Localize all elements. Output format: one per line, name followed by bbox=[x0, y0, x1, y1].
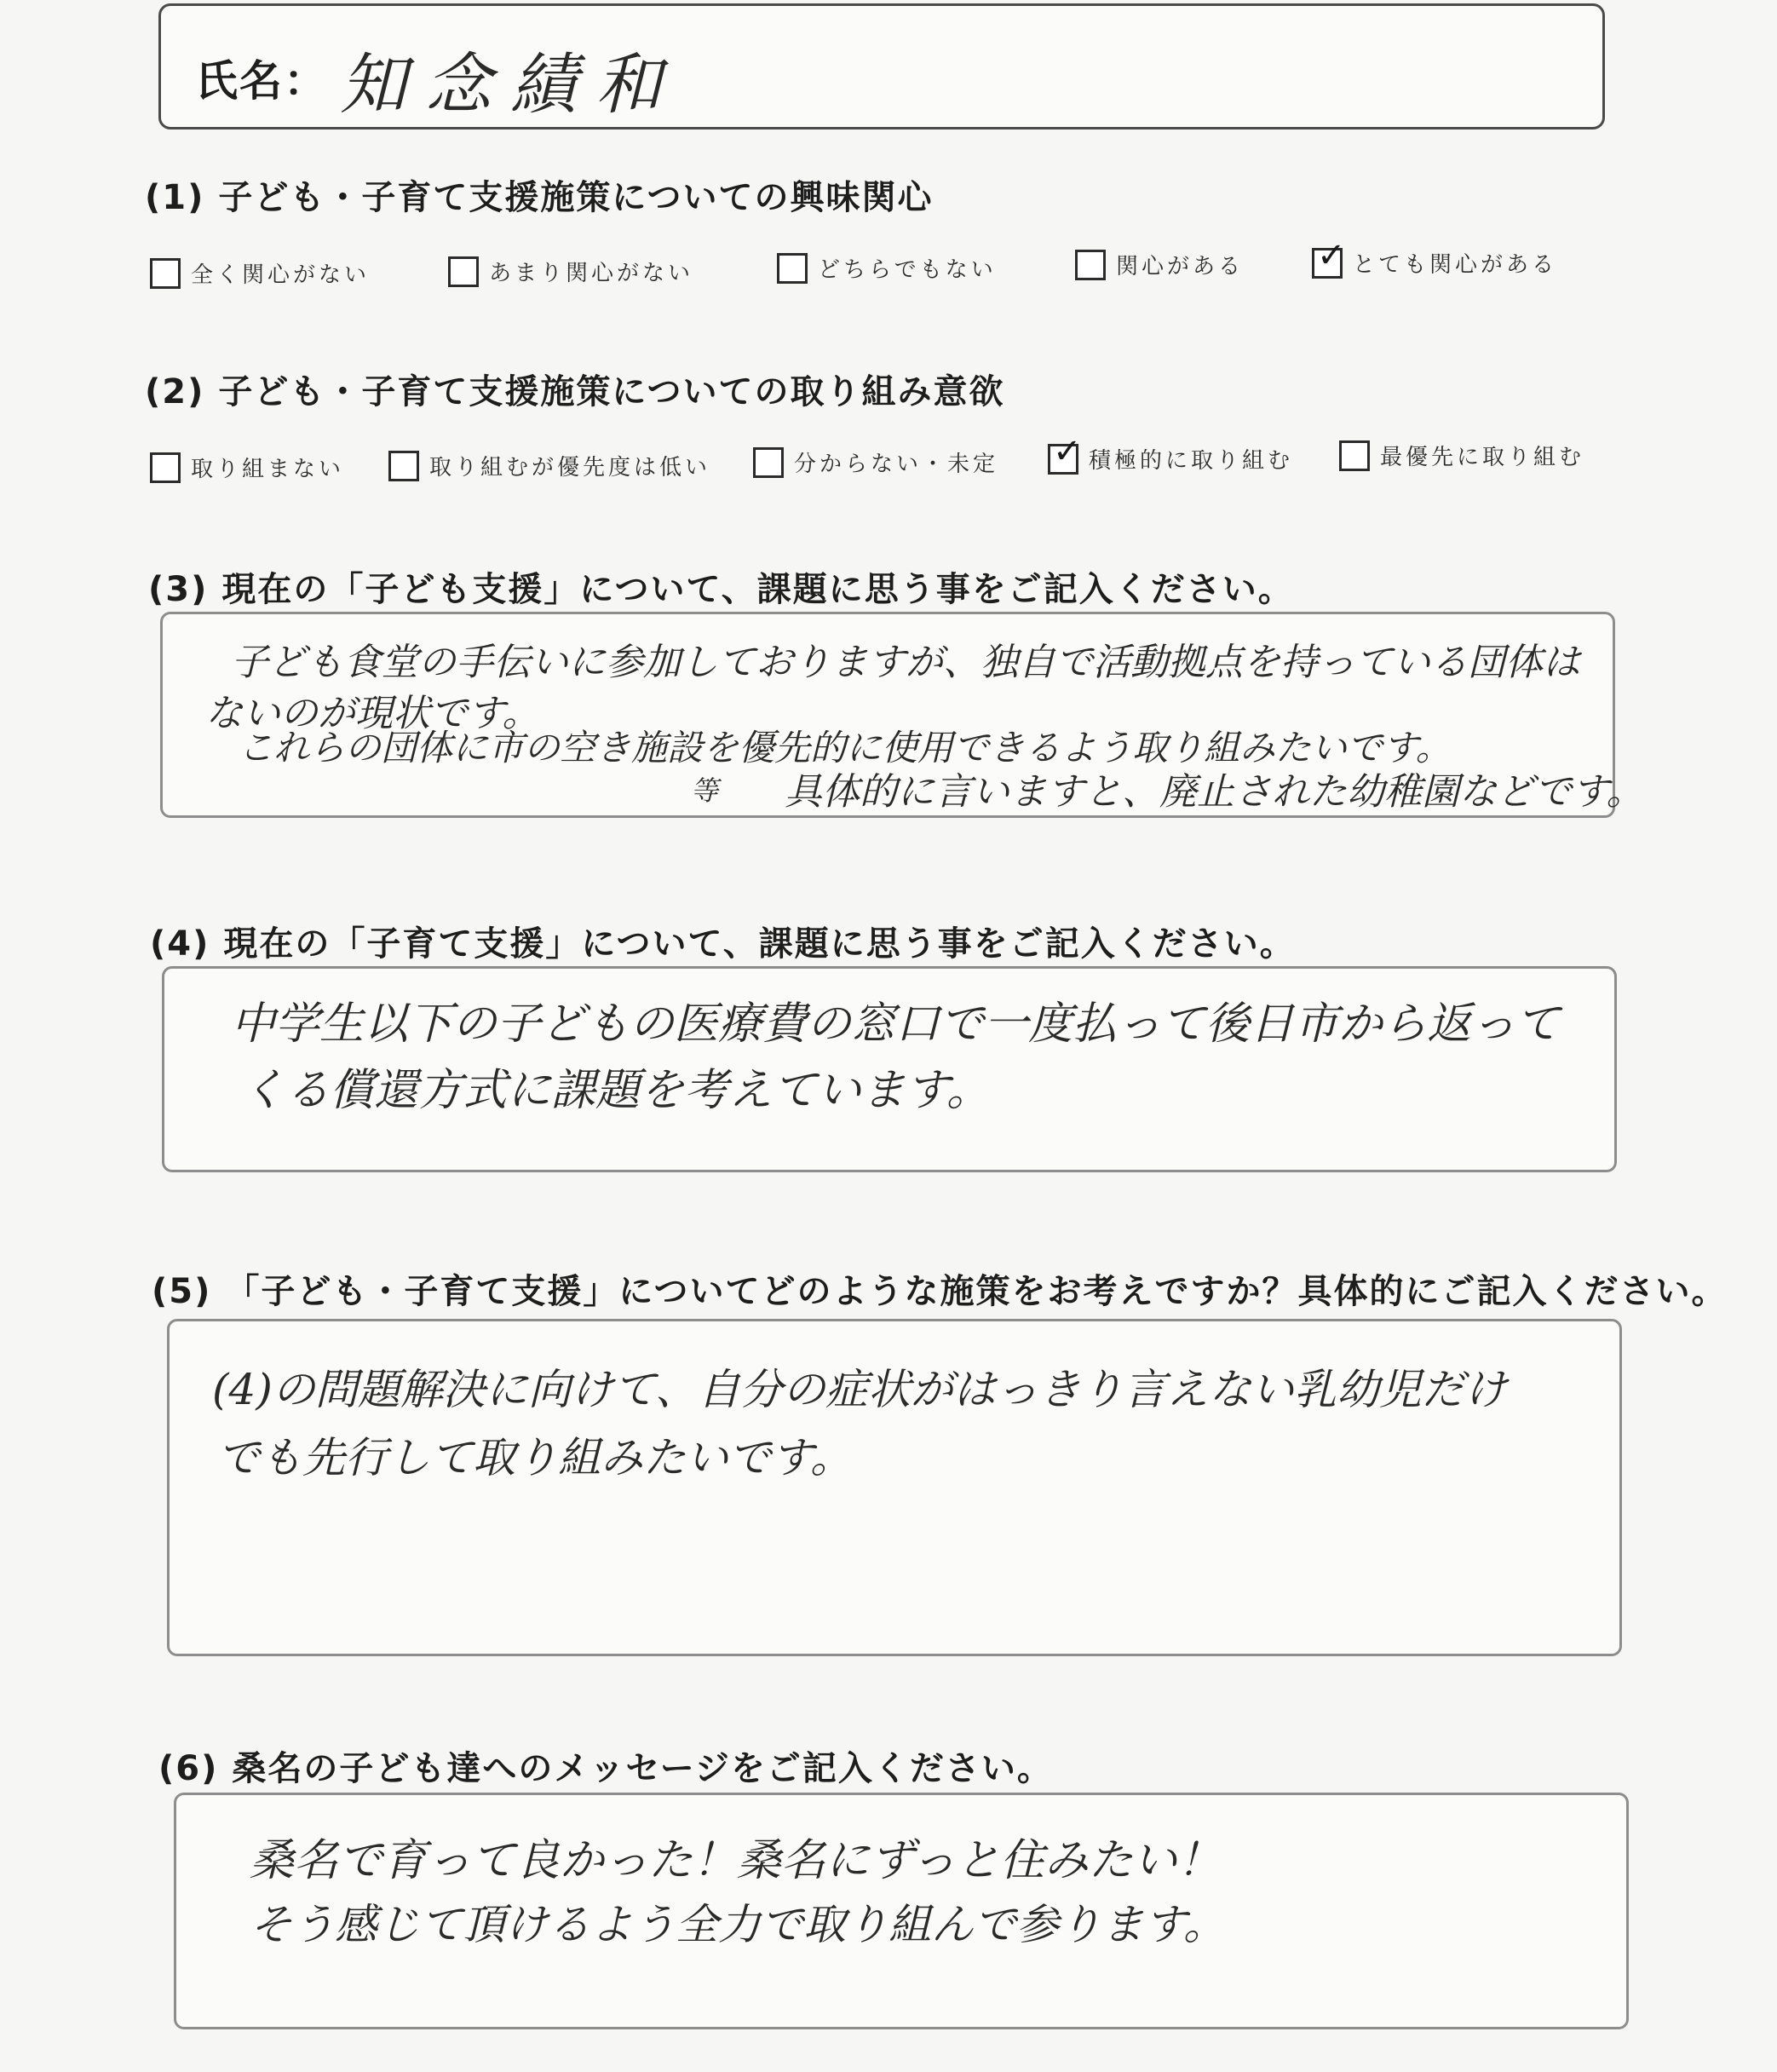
q3-line-1: 子ども食堂の手伝いに参加しておりますが、独自で活動拠点を持っている団体は bbox=[231, 641, 1580, 684]
option-label: あまり関心がない bbox=[489, 261, 694, 286]
checkbox[interactable] bbox=[448, 256, 479, 287]
q1-option-5[interactable] bbox=[1312, 235, 1558, 279]
name-label: 氏名： bbox=[195, 56, 328, 106]
check-mark-icon: ✓ bbox=[1317, 235, 1346, 275]
name-value: 知念績和 bbox=[340, 47, 681, 124]
q2-option-2[interactable] bbox=[388, 450, 710, 481]
q5-line-2: でも先行して取り組みたいです。 bbox=[217, 1433, 853, 1482]
q3-title: (3) 現在の「子ども支援」について、課題に思う事をご記入ください。 bbox=[148, 570, 1294, 609]
q3-answer-box[interactable] bbox=[160, 612, 1644, 818]
option-label: 取り組むが優先度は低い bbox=[429, 455, 711, 481]
q1-option-3[interactable] bbox=[777, 252, 997, 284]
q1-option-1[interactable] bbox=[150, 257, 370, 289]
q6-answer-box[interactable] bbox=[174, 1793, 1629, 2029]
q1-option-4[interactable] bbox=[1075, 249, 1244, 280]
name-box bbox=[158, 3, 1605, 130]
q3-line-2: ないのが現状です。 bbox=[205, 692, 540, 735]
q2-option-3[interactable] bbox=[753, 446, 998, 478]
q6-line-2: そう感じて頂けるよう全力で取り組んで参ります。 bbox=[250, 1900, 1226, 1949]
q2-option-4[interactable] bbox=[1048, 431, 1294, 475]
q5-answer-box[interactable] bbox=[167, 1319, 1622, 1656]
q4-answer-box[interactable] bbox=[162, 966, 1617, 1172]
option-label: 全く関心がない bbox=[191, 262, 371, 288]
checkbox[interactable] bbox=[1339, 440, 1370, 471]
option-label: 取り組まない bbox=[191, 457, 345, 482]
q2-option-5[interactable] bbox=[1339, 440, 1584, 471]
q4-line-1: 中学生以下の子どもの医療費の窓口で一度払って後日市から返って bbox=[231, 999, 1561, 1050]
checkbox[interactable] bbox=[150, 258, 181, 289]
q4-line-2: くる償還方式に課題を考えています。 bbox=[241, 1065, 991, 1116]
option-label: 関心がある bbox=[1116, 254, 1245, 279]
q1-title: (1) 子ども・子育て支援施策についての興味関心 bbox=[145, 178, 934, 217]
option-label: 積極的に取り組む bbox=[1089, 448, 1294, 474]
option-label: 分からない・未定 bbox=[794, 452, 999, 477]
q2-option-1[interactable] bbox=[150, 452, 344, 483]
q5-title: (5) 「子ども・子育て支援」についてどのような施策をお考えですか？具体的にご記入ください。 bbox=[152, 1272, 1728, 1311]
checkbox-checked[interactable] bbox=[1048, 431, 1082, 475]
q6-line-1: 桑名で育って良かった！桑名にずっと住みたい！ bbox=[250, 1835, 1222, 1886]
q1-option-2[interactable] bbox=[448, 256, 693, 287]
q6-title: (6) 桑名の子ども達へのメッセージをご記入ください。 bbox=[158, 1749, 1053, 1788]
checkbox[interactable] bbox=[150, 452, 181, 483]
q3-insert-mark: 等 bbox=[691, 774, 719, 807]
option-label: とても関心がある bbox=[1353, 252, 1558, 278]
checkbox[interactable] bbox=[1075, 250, 1106, 280]
checkbox[interactable] bbox=[388, 451, 419, 481]
checkbox[interactable] bbox=[777, 253, 808, 284]
option-label: 最優先に取り組む bbox=[1380, 445, 1585, 470]
q3-line-3: これらの団体に市の空き施設を優先的に使用できるよう取り組みたいです。 bbox=[238, 727, 1452, 768]
checkbox-checked[interactable] bbox=[1312, 235, 1346, 279]
q5-line-1: (4)の問題解決に向けて、自分の症状がはっきり言えない乳幼児だけ bbox=[212, 1365, 1507, 1414]
checkbox[interactable] bbox=[753, 447, 784, 478]
q3-line-4: 具体的に言いますと、廃止された幼稚園などです。 bbox=[785, 770, 1644, 814]
option-label: どちらでもない bbox=[818, 257, 997, 283]
q2-title: (2) 子ども・子育て支援施策についての取り組み意欲 bbox=[145, 372, 1005, 412]
q4-title: (4) 現在の「子育て支援」について、課題に思う事をご記入ください。 bbox=[150, 924, 1296, 964]
check-mark-icon: ✓ bbox=[1053, 431, 1082, 471]
